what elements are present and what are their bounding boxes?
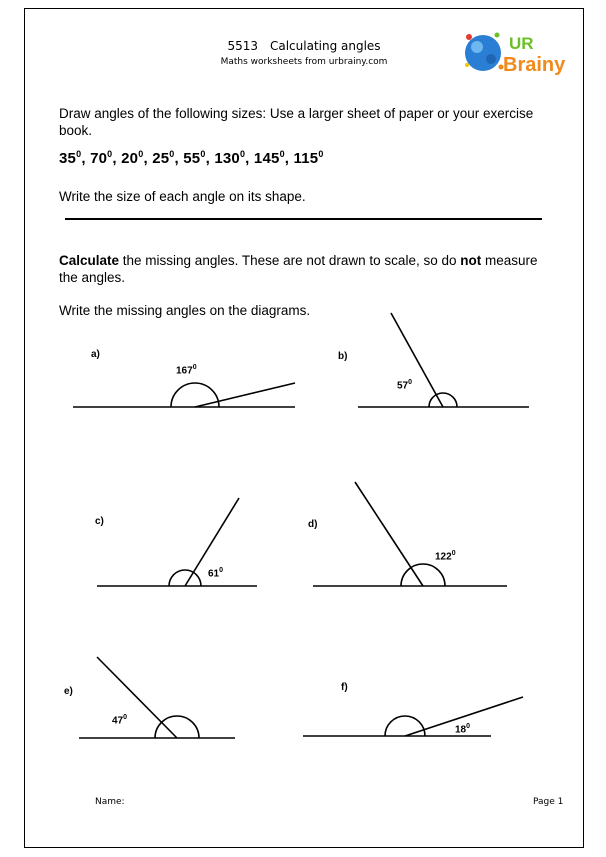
not-bold-text: not xyxy=(460,253,482,268)
angle-size-item: $130^0$ xyxy=(214,149,246,167)
logo-ur-text: UR xyxy=(509,34,534,53)
diagram-a xyxy=(73,383,295,407)
diagram-a-label: a) xyxy=(91,349,100,360)
diagram-f xyxy=(303,697,523,736)
diagram-d xyxy=(313,482,507,586)
angle-size-item: $25^0$ xyxy=(152,149,175,167)
diagram-b xyxy=(358,313,529,407)
angle-size-item: $20^0$ xyxy=(121,149,144,167)
diagram-e xyxy=(79,657,235,738)
diagram-c-angle: $61^0$ xyxy=(208,567,224,580)
diagram-f-angle: $18^0$ xyxy=(455,723,471,736)
worksheet-code: 5513 xyxy=(227,39,258,53)
diagram-d-angle: $122^0$ xyxy=(435,550,456,563)
diagram-d-label: d) xyxy=(308,519,318,530)
diagram-a-angle: $167^0$ xyxy=(176,364,197,377)
diagram-b-angle: $57^0$ xyxy=(397,379,413,392)
angle-size-item: $115^0$ xyxy=(293,149,324,167)
draw-instruction: Draw angles of the following sizes: Use a larger sheet of paper or your exercise book. xyxy=(59,106,534,138)
angle-size-list: $35^0$, $70^0$, $20^0$, $25^0$, $55^0$, $130^0$, $145^0$, $115^0$ xyxy=(59,149,324,167)
diagram-e-label: e) xyxy=(64,686,73,697)
diagram-f-label: f) xyxy=(341,682,348,693)
calculate-bold-text: Calculate xyxy=(59,253,120,268)
angle-diagrams xyxy=(25,9,582,846)
angle-size-item: $145^0$ xyxy=(253,149,285,167)
angle-size-item: $55^0$ xyxy=(183,149,206,167)
page-number: Page 1 xyxy=(533,797,564,807)
diagram-e-angle: $47^0$ xyxy=(112,714,128,727)
angle-size-item: $35^0$ xyxy=(59,149,82,167)
diagram-b-label: b) xyxy=(338,351,348,362)
worksheet-subtitle: Maths worksheets from urbrainy.com xyxy=(220,57,388,67)
calculate-instruction: Calculate the missing angles. These are not drawn to scale, so do not measure the angles. xyxy=(59,253,538,285)
diagram-c-label: c) xyxy=(95,516,104,527)
worksheet-page xyxy=(24,8,584,848)
worksheet-title-text: Calculating angles xyxy=(269,39,381,53)
name-label: Name: xyxy=(95,797,125,807)
write-missing-instruction: Write the missing angles on the diagrams. xyxy=(59,303,311,318)
logo-brainy-text: Brainy xyxy=(503,54,566,76)
angle-size-item: $70^0$ xyxy=(90,149,113,167)
write-size-instruction: Write the size of each angle on its shape. xyxy=(59,189,306,204)
diagram-c xyxy=(97,498,257,586)
